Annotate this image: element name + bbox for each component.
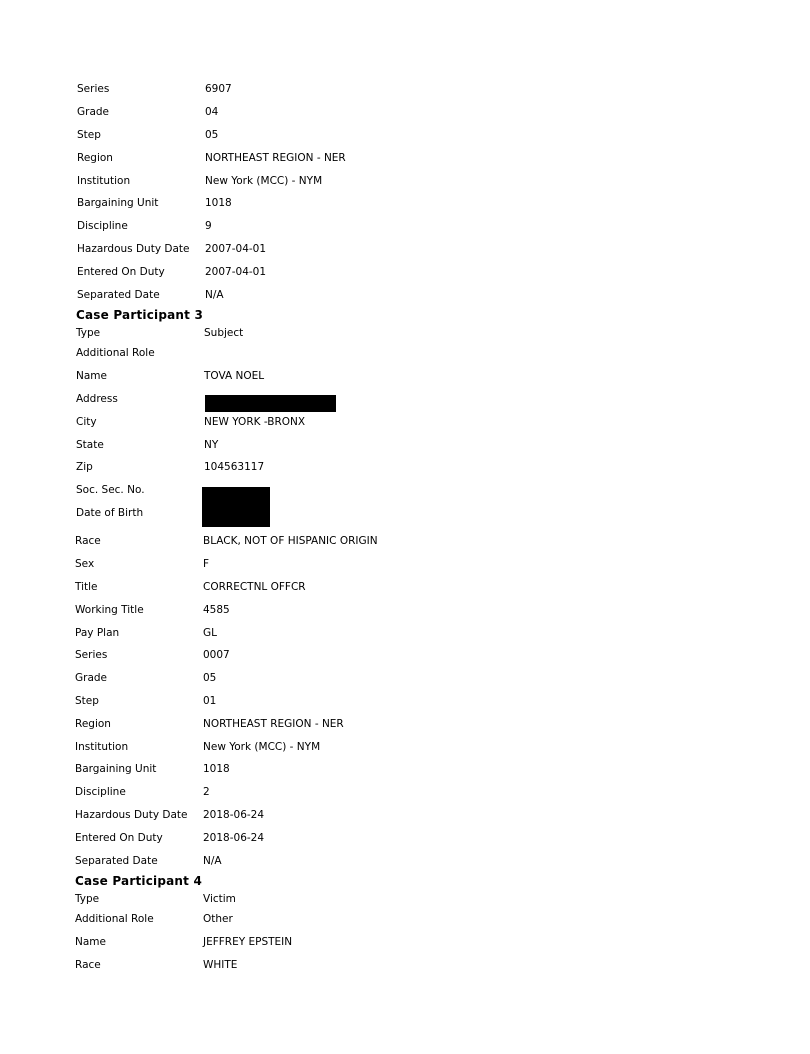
field-row-entered-on-duty [75, 826, 378, 849]
field-value: 2007-04-01 [205, 265, 267, 278]
field-label: City [76, 415, 97, 428]
field-row-race [75, 954, 292, 977]
field-row-region [77, 146, 346, 169]
field-row-discipline [77, 215, 346, 238]
field-label: Title [75, 580, 98, 593]
field-value: 05 [205, 128, 219, 141]
field-row-city [76, 410, 305, 433]
field-label: Address [76, 392, 118, 405]
field-label: State [76, 438, 104, 451]
participant-3-section [76, 306, 305, 524]
field-row-bargaining-unit [75, 758, 378, 781]
field-row-hazardous-duty-date [75, 804, 378, 827]
field-label: Institution [75, 740, 129, 753]
field-value: GL [203, 626, 217, 639]
field-value: JEFFREY EPSTEIN [203, 936, 293, 949]
field-row-name [75, 931, 292, 954]
field-row-ssn [76, 479, 305, 502]
field-value: NORTHEAST REGION - NER [203, 717, 344, 730]
field-label: Hazardous Duty Date [77, 242, 190, 255]
field-label: Working Title [75, 603, 144, 616]
field-value: New York (MCC) - NYM [205, 174, 323, 187]
field-label: Additional Role [75, 913, 154, 926]
field-value: NORTHEAST REGION - NER [205, 151, 346, 164]
field-value: Victim [203, 893, 236, 905]
field-row-bargaining-unit [77, 192, 346, 215]
field-row-grade [77, 101, 346, 124]
field-row-hazardous-duty-date [77, 238, 346, 261]
field-row-additional-role [76, 342, 305, 365]
field-label: Grade [75, 672, 108, 685]
field-label: Name [75, 936, 106, 949]
field-label: Race [75, 958, 101, 971]
field-label: Additional Role [76, 347, 155, 360]
field-row-institution [77, 169, 346, 192]
field-row-state [76, 433, 305, 456]
field-value: Subject [204, 327, 244, 339]
field-row-date-of-birth [76, 502, 305, 525]
address-redaction-box [205, 395, 336, 412]
field-label: Race [75, 535, 101, 548]
field-value: 2 [203, 786, 210, 799]
field-value: F [203, 558, 210, 571]
field-value: N/A [203, 854, 222, 867]
field-row-working-title [75, 598, 378, 621]
field-label: Hazardous Duty Date [75, 808, 188, 821]
field-label: Type [75, 893, 100, 905]
field-value: 4585 [203, 603, 230, 616]
field-row-type [76, 324, 305, 342]
field-row-name [76, 365, 305, 388]
field-value: 04 [205, 106, 219, 119]
field-value: 2018-06-24 [203, 808, 265, 821]
field-value: 1018 [205, 197, 232, 210]
field-row-type [75, 890, 292, 908]
field-label: Series [77, 83, 110, 96]
field-label: Soc. Sec. No. [76, 484, 145, 497]
field-label: Institution [77, 174, 131, 187]
field-value: N/A [205, 288, 224, 301]
field-row-series [75, 644, 378, 667]
field-row-series [77, 78, 346, 101]
field-label: Series [75, 649, 108, 662]
field-row-grade [75, 667, 378, 690]
field-row-separated-date [75, 849, 378, 872]
field-value: 6907 [205, 83, 232, 96]
field-value: 01 [203, 694, 217, 707]
field-label: Step [75, 694, 99, 707]
participant-4-section [75, 872, 292, 976]
field-label: Zip [76, 461, 93, 474]
field-label: Grade [77, 106, 110, 119]
field-label: Separated Date [77, 288, 160, 301]
field-row-title [75, 576, 378, 599]
field-label: Discipline [75, 786, 126, 799]
field-value: New York (MCC) - NYM [203, 740, 321, 753]
field-label: Sex [75, 558, 95, 571]
section-heading: Case Participant 4 [75, 874, 203, 888]
field-label: Entered On Duty [75, 831, 163, 844]
field-value: CORRECTNL OFFCR [203, 580, 306, 593]
field-row-additional-role [75, 908, 292, 931]
field-value: 2007-04-01 [205, 242, 267, 255]
field-label: Step [77, 128, 101, 141]
field-row-race [75, 530, 378, 553]
field-row-pay-plan [75, 621, 378, 644]
field-label: Date of Birth [76, 506, 144, 519]
field-label: Name [76, 370, 107, 383]
field-value: WHITE [203, 958, 238, 971]
field-row-institution [75, 735, 378, 758]
field-row-discipline [75, 781, 378, 804]
field-row-region [75, 712, 378, 735]
field-label: Pay Plan [75, 626, 120, 639]
field-label: Entered On Duty [77, 265, 165, 278]
field-value: TOVA NOEL [204, 370, 265, 383]
section-heading: Case Participant 3 [76, 308, 204, 322]
field-value: 1018 [203, 763, 230, 776]
field-row-step [77, 124, 346, 147]
field-value: Other [203, 913, 233, 926]
field-label: Separated Date [75, 854, 158, 867]
field-label: Discipline [77, 220, 128, 233]
field-value: 0007 [203, 649, 230, 662]
field-value: NY [204, 438, 219, 451]
field-label: Bargaining Unit [75, 763, 157, 776]
participant-3-details [75, 530, 378, 872]
field-label: Region [75, 717, 111, 730]
field-row-entered-on-duty [77, 260, 346, 283]
field-value: 9 [205, 220, 212, 233]
field-label: Region [77, 151, 113, 164]
field-label: Type [76, 327, 101, 339]
top-fields-section [77, 78, 346, 306]
field-value: 05 [203, 672, 217, 685]
ssn-dob-redaction-box [202, 487, 270, 527]
field-value: 104563117 [204, 461, 265, 474]
field-value: 2018-06-24 [203, 831, 265, 844]
field-row-sex [75, 553, 378, 576]
field-value: BLACK, NOT OF HISPANIC ORIGIN [203, 535, 378, 548]
field-row-zip [76, 456, 305, 479]
field-label: Bargaining Unit [77, 197, 159, 210]
field-value: NEW YORK -BRONX [204, 415, 306, 428]
field-row-step [75, 690, 378, 713]
field-row-separated-date [77, 283, 346, 306]
